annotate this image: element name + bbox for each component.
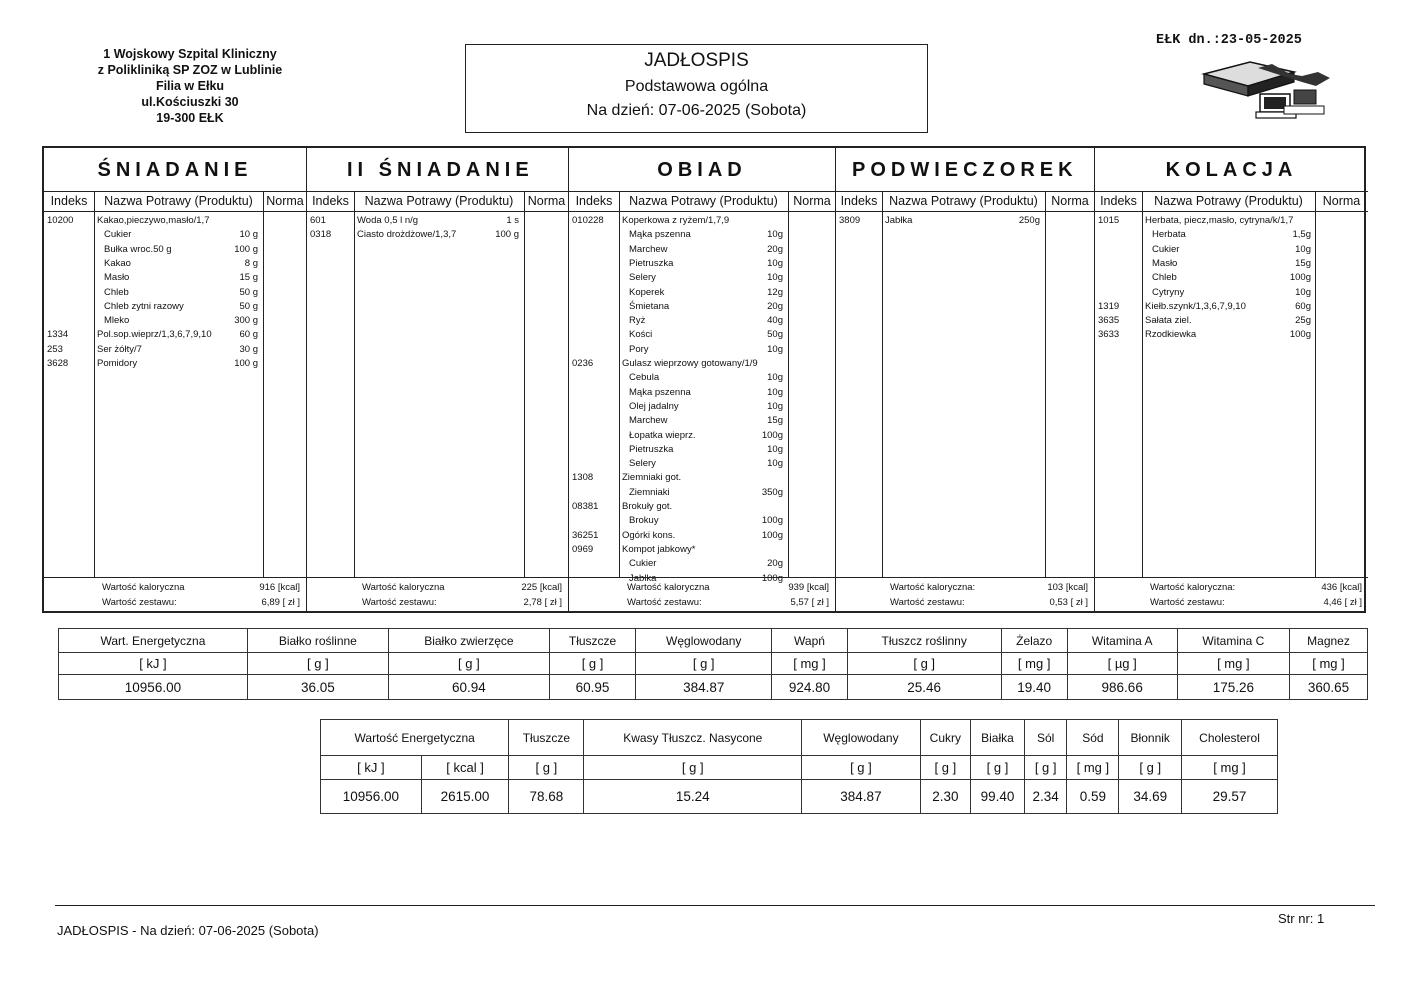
item-index: 3809 <box>839 215 861 226</box>
nutrient-unit: [ mg ] <box>1182 756 1278 780</box>
nutrient-value: 360.65 <box>1290 675 1368 700</box>
ingredient-name: Kości <box>629 329 653 341</box>
menu-type: Podstawowa ogólna <box>624 78 769 95</box>
item-norm: 25g <box>1295 315 1311 327</box>
nutrient-unit: [ g ] <box>584 756 802 780</box>
ingredient-name: Chleb zytni razowy <box>104 300 184 312</box>
ingredient-name: Ziemniaki <box>629 486 670 498</box>
menu-item-row <box>44 328 306 342</box>
kcal-label: Wartość kaloryczna <box>627 582 710 593</box>
item-norm: 10 g <box>239 229 258 241</box>
menu-item-row <box>569 400 835 414</box>
nutrient-unit: [ g ] <box>388 653 549 675</box>
menu-item-row <box>44 271 306 285</box>
dish-name: Gulasz wieprzowy gotowany/1/9 <box>622 358 758 369</box>
column-header-index: Indeks <box>1095 192 1142 212</box>
kcal-value: 916 [kcal] <box>259 582 300 593</box>
kcal-label: Wartość kaloryczna: <box>1150 582 1236 593</box>
column-header-name: Nazwa Potrawy (Produktu) <box>94 192 263 212</box>
nutrition-unit-row <box>59 653 1368 675</box>
menu-item-row <box>569 486 835 500</box>
nutrient-value: 15.24 <box>584 780 802 814</box>
nutrient-header: Białka <box>970 720 1024 756</box>
item-index: 08381 <box>572 501 599 512</box>
ingredient-name: Cukier <box>629 558 657 570</box>
column-divider <box>1045 192 1046 577</box>
item-index: 253 <box>47 343 63 355</box>
item-norm: 10g <box>1295 286 1311 298</box>
item-norm: 100 g <box>234 358 258 369</box>
nutrient-unit: [ g ] <box>636 653 772 675</box>
item-norm: 10g <box>767 257 783 269</box>
nutrient-header: Cholesterol <box>1182 720 1278 756</box>
nutrient-value: 2615.00 <box>421 780 509 814</box>
nutrient-unit: [ g ] <box>970 756 1024 780</box>
column-header-index: Indeks <box>44 192 94 212</box>
kcal-label: Wartość kaloryczna <box>362 582 445 593</box>
menu-item-row <box>1095 300 1368 314</box>
page-number: Str nr: 1 <box>1278 911 1325 926</box>
nutrition-unit-row <box>321 756 1278 780</box>
cost-label: Wartość zestawu: <box>362 597 437 608</box>
cost-value: 0,53 [ zł ] <box>1049 597 1088 608</box>
nutrient-unit: [ mg ] <box>772 653 847 675</box>
item-index: 10200 <box>47 215 74 226</box>
dish-name: Pol.sop.wieprz/1,3,6,7,9,10 <box>97 329 212 341</box>
dish-name: Woda 0,5 l n/g <box>357 215 419 226</box>
meal-column <box>836 148 1095 611</box>
column-header-index: Indeks <box>307 192 354 212</box>
ingredient-name: Ryż <box>629 315 646 327</box>
meal-title: PODWIECZOREK <box>836 148 1094 192</box>
column-header-name: Nazwa Potrawy (Produktu) <box>882 192 1045 212</box>
nutrient-value: 986.66 <box>1067 675 1177 700</box>
nutrient-header: Tłuszcze <box>549 629 635 653</box>
meal-column <box>1095 148 1368 611</box>
ingredient-name: Cytryny <box>1152 286 1185 298</box>
menu-item-row <box>569 314 835 328</box>
nutrient-unit: [ g ] <box>1119 756 1182 780</box>
item-norm: 20g <box>767 558 783 570</box>
menu-item-row <box>44 357 306 371</box>
column-header-norm: Norma <box>1045 192 1095 212</box>
nutrient-unit: [ g ] <box>920 756 970 780</box>
item-norm: 10g <box>767 443 783 455</box>
column-divider <box>524 192 525 577</box>
item-index: 36251 <box>572 529 599 541</box>
meal-title: OBIAD <box>569 148 835 192</box>
item-norm: 100g <box>1289 329 1311 341</box>
book-computer-icon <box>1198 58 1338 120</box>
nutrient-value: 0.59 <box>1067 780 1119 814</box>
menu-item-row <box>569 386 835 400</box>
nutrient-value: 2.34 <box>1024 780 1066 814</box>
item-norm: 100g <box>1289 272 1311 284</box>
nutrient-value: 34.69 <box>1119 780 1182 814</box>
item-norm: 1,5g <box>1292 229 1311 241</box>
nutrient-unit: [ kJ ] <box>59 653 248 675</box>
menu-item-row <box>1095 228 1368 242</box>
item-index: 3628 <box>47 358 69 369</box>
hospital-address <box>60 46 320 126</box>
ingredient-name: Selery <box>629 272 656 284</box>
kcal-value: 436 [kcal] <box>1321 582 1362 593</box>
item-norm: 20g <box>767 300 783 312</box>
menu-item-row <box>307 214 568 228</box>
print-date-stamp: EŁK dn.:23-05-2025 <box>1156 33 1302 48</box>
cost-value: 6,89 [ zł ] <box>261 597 300 608</box>
menu-item-row <box>569 371 835 385</box>
nutrient-header: Wartość Energetyczna <box>321 720 509 756</box>
ingredient-name: Masło <box>104 272 130 284</box>
item-norm: 100g <box>761 515 783 527</box>
cost-label: Wartość zestawu: <box>627 597 702 608</box>
ingredient-name: Selery <box>629 458 656 470</box>
menu-item-row <box>44 314 306 328</box>
item-norm: 8 g <box>244 257 258 269</box>
column-header-name: Nazwa Potrawy (Produktu) <box>354 192 524 212</box>
hospital-line: ul.Kościuszki 30 <box>141 95 239 109</box>
item-norm: 10g <box>767 272 783 284</box>
item-norm: 1 s <box>506 215 519 226</box>
nutrient-header: Wapń <box>772 629 847 653</box>
nutrient-header: Białko roślinne <box>247 629 388 653</box>
column-header-index: Indeks <box>569 192 619 212</box>
footer-divider <box>55 905 1375 906</box>
dish-name: Pomidory <box>97 358 138 369</box>
item-index: 0236 <box>572 358 594 369</box>
nutrient-value: 10956.00 <box>59 675 248 700</box>
item-index: 010228 <box>572 215 604 226</box>
menu-item-row <box>569 286 835 300</box>
nutrient-header: Witamina C <box>1177 629 1289 653</box>
ingredient-name: Pietruszka <box>629 257 674 269</box>
menu-item-row <box>569 429 835 443</box>
cost-value: 2,78 [ zł ] <box>523 597 562 608</box>
column-header-norm: Norma <box>788 192 836 212</box>
dish-name: Kakao,pieczywo,masło/1,7 <box>97 215 210 226</box>
menu-item-row <box>1095 286 1368 300</box>
kcal-value: 225 [kcal] <box>521 582 562 593</box>
menu-item-row <box>569 500 835 514</box>
kcal-value: 103 [kcal] <box>1047 582 1088 593</box>
ingredient-name: Pory <box>629 343 649 355</box>
menu-item-row <box>1095 257 1368 271</box>
item-norm: 60g <box>1295 300 1311 312</box>
item-norm: 60 g <box>239 329 258 341</box>
ingredient-name: Olej jadalny <box>629 400 679 412</box>
dish-name: Ser żółty/7 <box>97 343 142 355</box>
menu-item-row <box>44 286 306 300</box>
ingredient-name: Masło <box>1152 257 1178 269</box>
meal-summary <box>836 577 1094 611</box>
menu-item-row <box>569 300 835 314</box>
dish-name: Rzodkiewka <box>1145 329 1197 341</box>
item-index: 0318 <box>310 229 332 241</box>
item-norm: 300 g <box>234 315 258 327</box>
cost-value: 5,57 [ zł ] <box>790 597 829 608</box>
nutrient-unit: [ g ] <box>509 756 584 780</box>
menu-item-row <box>569 471 835 485</box>
cost-label: Wartość zestawu: <box>1150 597 1225 608</box>
meal-column <box>569 148 836 611</box>
nutrient-unit: [ mg ] <box>1177 653 1289 675</box>
item-index: 1319 <box>1098 300 1120 312</box>
column-header-norm: Norma <box>524 192 569 212</box>
meal-summary <box>307 577 568 611</box>
item-norm: 100g <box>761 529 783 541</box>
menu-item-row <box>569 343 835 357</box>
nutrient-header: Sól <box>1024 720 1066 756</box>
item-norm: 100 g <box>234 243 258 255</box>
nutrient-header: Kwasy Tłuszcz. Nasycone <box>584 720 802 756</box>
nutrient-unit: [ g ] <box>247 653 388 675</box>
column-divider <box>354 192 355 577</box>
nutrient-unit: [ g ] <box>1024 756 1066 780</box>
nutrient-unit: [ g ] <box>802 756 921 780</box>
ingredient-name: Bułka wroc.50 g <box>104 243 172 255</box>
item-norm: 30 g <box>239 343 258 355</box>
column-divider <box>882 192 883 577</box>
meal-summary <box>569 577 835 611</box>
nutrient-value: 384.87 <box>636 675 772 700</box>
hospital-line: Filia w Ełku <box>155 79 225 93</box>
ingredient-name: Mleko <box>104 315 130 327</box>
nutrient-header: Sód <box>1067 720 1119 756</box>
nutrient-unit: [ mg ] <box>1067 756 1119 780</box>
dish-name: Ziemniaki got. <box>622 472 682 484</box>
item-norm: 100 g <box>495 229 519 241</box>
nutrient-header: Błonnik <box>1119 720 1182 756</box>
nutrient-value: 384.87 <box>802 780 921 814</box>
menu-item-row <box>569 228 835 242</box>
nutrient-header: Tłuszcze <box>509 720 584 756</box>
nutrient-unit: [ g ] <box>847 653 1001 675</box>
item-norm: 15g <box>1295 257 1311 269</box>
nutrient-header: Tłuszcz roślinny <box>847 629 1001 653</box>
item-norm: 10g <box>767 386 783 398</box>
kcal-label: Wartość kaloryczna <box>102 582 185 593</box>
meal-column <box>44 148 307 611</box>
menu-item-row <box>44 343 306 357</box>
ingredient-name: Chleb <box>104 286 129 298</box>
menu-item-row <box>44 243 306 257</box>
nutrient-header: Witamina A <box>1067 629 1177 653</box>
item-index: 601 <box>310 215 326 226</box>
cost-label: Wartość zestawu: <box>102 597 177 608</box>
ingredient-name: Brokuy <box>629 515 659 527</box>
item-norm: 250g <box>1018 215 1040 226</box>
nutrient-value: 36.05 <box>247 675 388 700</box>
ingredient-name: Marchew <box>629 243 668 255</box>
nutrient-value: 78.68 <box>509 780 584 814</box>
nutrition-value-row <box>59 675 1368 700</box>
dish-name: Koperkowa z ryżem/1,7,9 <box>622 215 730 226</box>
ingredient-name: Cukier <box>104 229 132 241</box>
footer-title: JADŁOSPIS - Na dzień: 07-06-2025 (Sobota) <box>57 923 319 938</box>
menu-item-row <box>44 228 306 242</box>
item-norm: 10g <box>767 400 783 412</box>
nutrient-value: 19.40 <box>1001 675 1067 700</box>
ingredient-name: Herbata <box>1152 229 1186 241</box>
dish-name: Kiełb.szynk/1,3,6,7,9,10 <box>1145 300 1246 312</box>
nutrient-header: Cukry <box>920 720 970 756</box>
menu-item-row <box>307 228 568 242</box>
nutrient-unit: [ g ] <box>549 653 635 675</box>
nutrient-value: 2.30 <box>920 780 970 814</box>
menu-item-row <box>569 357 835 371</box>
menu-item-row <box>569 414 835 428</box>
nutrient-unit: [ kcal ] <box>421 756 509 780</box>
menu-item-row <box>1095 328 1368 342</box>
menu-item-row <box>44 214 306 228</box>
nutrient-unit: [ mg ] <box>1001 653 1067 675</box>
menu-item-row <box>1095 243 1368 257</box>
menu-item-row <box>836 214 1094 228</box>
menu-item-row <box>569 443 835 457</box>
nutrient-header: Magnez <box>1290 629 1368 653</box>
dish-name: Herbata, piecz,masło, cytryna/k/1,7 <box>1145 215 1294 226</box>
nutrition-header-row <box>321 720 1278 756</box>
item-index: 3633 <box>1098 329 1120 341</box>
item-norm: 15 g <box>239 272 258 284</box>
menu-item-row <box>569 457 835 471</box>
title-box <box>465 44 928 133</box>
ingredient-name: Cukier <box>1152 243 1180 255</box>
ingredient-name: Chleb <box>1152 272 1177 284</box>
menu-item-row <box>569 543 835 557</box>
item-index: 0969 <box>572 543 594 555</box>
item-norm: 40g <box>767 315 783 327</box>
hospital-line: 19-300 EŁK <box>156 111 224 125</box>
ingredient-name: Kakao <box>104 257 131 269</box>
item-index: 1334 <box>47 329 69 341</box>
hospital-line: 1 Wojskowy Szpital Kliniczny <box>103 47 277 61</box>
nutrient-header: Wart. Energetyczna <box>59 629 248 653</box>
menu-item-row <box>569 257 835 271</box>
item-norm: 10g <box>767 458 783 470</box>
nutrient-value: 29.57 <box>1182 780 1278 814</box>
kcal-label: Wartość kaloryczna: <box>890 582 976 593</box>
dish-name: Kompot jabkowy* <box>622 543 696 555</box>
item-norm: 50g <box>767 329 783 341</box>
item-norm: 10g <box>1295 243 1311 255</box>
nutrient-unit: [ µg ] <box>1067 653 1177 675</box>
item-norm: 12g <box>767 286 783 298</box>
meal-summary <box>44 577 306 611</box>
menu-item-row <box>44 257 306 271</box>
item-norm: 50 g <box>239 300 258 312</box>
menu-item-row <box>1095 214 1368 228</box>
ingredient-name: Marchew <box>629 415 668 427</box>
nutrient-unit: [ kJ ] <box>321 756 422 780</box>
column-header-name: Nazwa Potrawy (Produktu) <box>619 192 788 212</box>
nutrition-table-1 <box>58 628 1368 700</box>
item-norm: 100g <box>761 429 783 441</box>
nutrition-value-row <box>321 780 1278 814</box>
nutrient-unit: [ mg ] <box>1290 653 1368 675</box>
nutrient-value: 175.26 <box>1177 675 1289 700</box>
column-header-name: Nazwa Potrawy (Produktu) <box>1142 192 1315 212</box>
kcal-value: 939 [kcal] <box>788 582 829 593</box>
nutrient-header: Węglowodany <box>802 720 921 756</box>
menu-item-row <box>569 514 835 528</box>
item-norm: 50 g <box>239 286 258 298</box>
menu-item-row <box>569 328 835 342</box>
nutrient-value: 25.46 <box>847 675 1001 700</box>
dish-name: Sałata ziel. <box>1145 315 1192 327</box>
item-norm: 10g <box>767 343 783 355</box>
item-index: 1015 <box>1098 215 1120 226</box>
menu-item-row <box>44 300 306 314</box>
nutrient-value: 60.94 <box>388 675 549 700</box>
cost-label: Wartość zestawu: <box>890 597 965 608</box>
dish-name: Ciasto drożdżowe/1,3,7 <box>357 229 457 241</box>
item-index: 1308 <box>572 472 594 484</box>
ingredient-name: Pietruszka <box>629 443 674 455</box>
menu-item-row <box>1095 271 1368 285</box>
ingredient-name: Łopatka wieprz. <box>629 429 696 441</box>
nutrient-header: Węglowodany <box>636 629 772 653</box>
dish-name: Jabłka <box>885 215 913 226</box>
ingredient-name: Jabłka <box>629 572 657 584</box>
hospital-line: z Polikliniką SP ZOZ w Lublinie <box>97 63 283 77</box>
menu-item-row <box>569 271 835 285</box>
item-norm: 20g <box>767 243 783 255</box>
item-index: 3635 <box>1098 315 1120 327</box>
column-header-norm: Norma <box>263 192 307 212</box>
dish-name: Brokuły got. <box>622 501 673 512</box>
column-header-index: Indeks <box>836 192 882 212</box>
ingredient-name: Mąka pszenna <box>629 229 691 241</box>
dish-name: Ogórki kons. <box>622 529 676 541</box>
item-norm: 100g <box>761 572 783 584</box>
nutrient-value: 99.40 <box>970 780 1024 814</box>
item-norm: 10g <box>767 372 783 384</box>
meal-title: II ŚNIADANIE <box>307 148 568 192</box>
nutrient-value: 10956.00 <box>321 780 422 814</box>
ingredient-name: Mąka pszenna <box>629 386 691 398</box>
nutrient-header: Żelazo <box>1001 629 1067 653</box>
meal-column <box>307 148 569 611</box>
meal-title: KOLACJA <box>1095 148 1368 192</box>
column-header-norm: Norma <box>1315 192 1368 212</box>
meals-table <box>42 146 1366 613</box>
menu-date: Na dzień: 07-06-2025 (Sobota) <box>586 102 807 119</box>
nutrition-header-row <box>59 629 1368 653</box>
menu-item-row <box>569 243 835 257</box>
item-norm: 350g <box>761 486 783 498</box>
ingredient-name: Cebula <box>629 372 660 384</box>
menu-item-row <box>569 529 835 543</box>
menu-item-row <box>1095 314 1368 328</box>
ingredient-name: Koperek <box>629 286 665 298</box>
cost-value: 4,46 [ zł ] <box>1323 597 1362 608</box>
menu-item-row <box>569 214 835 228</box>
meal-title: ŚNIADANIE <box>44 148 306 192</box>
nutrition-table-2 <box>320 719 1278 814</box>
nutrient-value: 924.80 <box>772 675 847 700</box>
page-title: JADŁOSPIS <box>644 50 749 71</box>
ingredient-name: Śmietana <box>629 300 670 312</box>
meal-summary <box>1095 577 1368 611</box>
nutrient-value: 60.95 <box>549 675 635 700</box>
item-norm: 10g <box>767 229 783 241</box>
menu-item-row <box>569 557 835 571</box>
item-norm: 15g <box>767 415 783 427</box>
nutrient-header: Białko zwierzęce <box>388 629 549 653</box>
